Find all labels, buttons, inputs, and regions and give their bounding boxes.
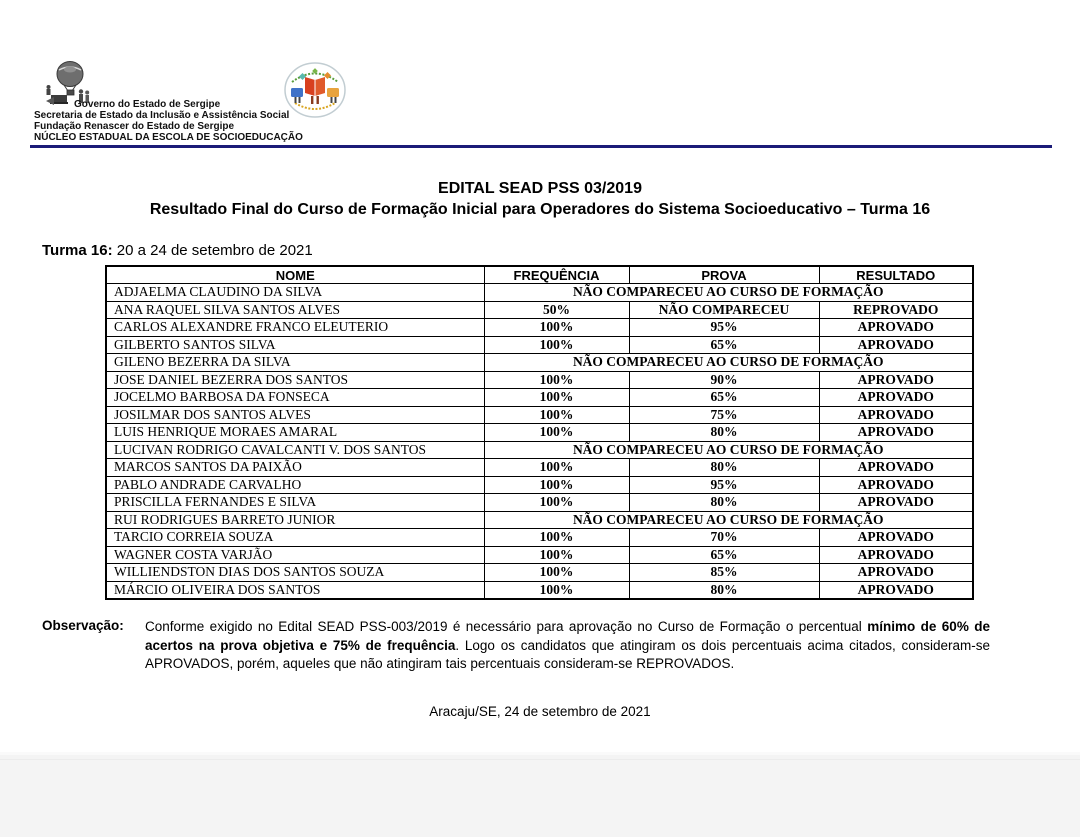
prova-cell: 65% [629, 336, 819, 354]
frequencia-cell: 100% [484, 564, 629, 582]
turma-date-line [42, 242, 313, 259]
col-header-nome: NOME [106, 266, 484, 284]
org-line-governo: Governo do Estado de Sergipe [74, 99, 221, 110]
frequencia-cell: 100% [484, 494, 629, 512]
table-row [106, 301, 973, 319]
turma-label: Turma 16: [42, 242, 113, 259]
name-cell: TARCIO CORREIA SOUZA [106, 529, 484, 547]
name-cell: CARLOS ALEXANDRE FRANCO ELEUTERIO [106, 319, 484, 337]
name-cell: PABLO ANDRADE CARVALHO [106, 476, 484, 494]
resultado-cell: APROVADO [819, 459, 973, 477]
name-cell: LUIS HENRIQUE MORAES AMARAL [106, 424, 484, 442]
table-row [106, 476, 973, 494]
table-row [106, 284, 973, 302]
observacao-text-after: . Logo os candidatos que atingiram os dois percentuais acima citados, consideram-se APROVADOS, porém, aqueles que não atingiram tais percentuais consideram-se REPROVADOS. [145, 637, 990, 672]
socioeducacao-seal-icon [283, 60, 347, 120]
table-row [106, 581, 973, 599]
absence-span-cell: NÃO COMPARECEU AO CURSO DE FORMAÇÃO [484, 441, 973, 459]
name-cell: GILENO BEZERRA DA SILVA [106, 354, 484, 372]
frequencia-cell: 100% [484, 581, 629, 599]
table-row [106, 319, 973, 337]
prova-cell: 80% [629, 581, 819, 599]
absence-span-cell: NÃO COMPARECEU AO CURSO DE FORMAÇÃO [484, 354, 973, 372]
frequencia-cell: 100% [484, 389, 629, 407]
results-table [105, 265, 974, 600]
prova-cell: 75% [629, 406, 819, 424]
col-header-resultado: RESULTADO [819, 266, 973, 284]
table-row [106, 564, 973, 582]
frequencia-cell: 100% [484, 336, 629, 354]
table-row [106, 494, 973, 512]
frequencia-cell: 100% [484, 546, 629, 564]
name-cell: ADJAELMA CLAUDINO DA SILVA [106, 284, 484, 302]
name-cell: RUI RODRIGUES BARRETO JUNIOR [106, 511, 484, 529]
col-header-prova: PROVA [629, 266, 819, 284]
org-line-nucleo: NÚCLEO ESTADUAL DA ESCOLA DE SOCIOEDUCAÇÃO [34, 132, 303, 143]
absence-span-cell: NÃO COMPARECEU AO CURSO DE FORMAÇÃO [484, 284, 973, 302]
resultado-cell: APROVADO [819, 336, 973, 354]
resultado-cell: APROVADO [819, 424, 973, 442]
table-row [106, 441, 973, 459]
prova-cell: 90% [629, 371, 819, 389]
frequencia-cell: 100% [484, 406, 629, 424]
page-bottom-band [0, 752, 1080, 837]
table-row [106, 371, 973, 389]
prova-cell: 95% [629, 476, 819, 494]
table-row [106, 511, 973, 529]
resultado-cell: APROVADO [819, 494, 973, 512]
frequencia-cell: 100% [484, 459, 629, 477]
name-cell: GILBERTO SANTOS SILVA [106, 336, 484, 354]
name-cell: MARCOS SANTOS DA PAIXÃO [106, 459, 484, 477]
observacao-text-before: Conforme exigido no Edital SEAD PSS-003/2019 é necessário para aprovação no Curso de Formação o percentual [145, 619, 868, 634]
resultado-cell: APROVADO [819, 389, 973, 407]
prova-cell: 95% [629, 319, 819, 337]
name-cell: WILLIENDSTON DIAS DOS SANTOS SOUZA [106, 564, 484, 582]
table-row [106, 459, 973, 477]
observacao-text [145, 618, 990, 674]
resultado-cell: APROVADO [819, 371, 973, 389]
prova-cell: 80% [629, 494, 819, 512]
table-row [106, 546, 973, 564]
name-cell: JOSILMAR DOS SANTOS ALVES [106, 406, 484, 424]
doc-title: EDITAL SEAD PSS 03/2019 [438, 180, 642, 197]
prova-cell: 80% [629, 424, 819, 442]
resultado-cell: REPROVADO [819, 301, 973, 319]
observacao-label: Observação: [42, 618, 124, 633]
resultado-cell: APROVADO [819, 529, 973, 547]
org-line-fundacao: Fundação Renascer do Estado de Sergipe [34, 121, 235, 132]
prova-cell: NÃO COMPARECEU [629, 301, 819, 319]
doc-subtitle: Resultado Final do Curso de Formação Inicial para Operadores do Sistema Socioeducativo – Turma 16 [149, 201, 931, 218]
resultado-cell: APROVADO [819, 319, 973, 337]
table-row [106, 336, 973, 354]
page-edge-line [0, 759, 1080, 760]
table-row [106, 529, 973, 547]
table-row [106, 354, 973, 372]
absence-span-cell: NÃO COMPARECEU AO CURSO DE FORMAÇÃO [484, 511, 973, 529]
frequencia-cell: 100% [484, 529, 629, 547]
col-header-frequencia: FREQUÊNCIA [484, 266, 629, 284]
turma-dates: 20 a 24 de setembro de 2021 [112, 242, 313, 259]
resultado-cell: APROVADO [819, 581, 973, 599]
frequencia-cell: 100% [484, 319, 629, 337]
prova-cell: 65% [629, 389, 819, 407]
name-cell: PRISCILLA FERNANDES E SILVA [106, 494, 484, 512]
name-cell: ANA RAQUEL SILVA SANTOS ALVES [106, 301, 484, 319]
header-divider-rule [30, 145, 1052, 148]
observacao-text-bold: mínimo de 60% de acertos na prova objetiva e 75% de frequência [145, 619, 990, 653]
resultado-cell: APROVADO [819, 406, 973, 424]
frequencia-cell: 100% [484, 371, 629, 389]
table-row [106, 406, 973, 424]
org-line-secretaria: Secretaria de Estado da Inclusão e Assistência Social [34, 110, 290, 121]
frequencia-cell: 100% [484, 476, 629, 494]
prova-cell: 65% [629, 546, 819, 564]
prova-cell: 85% [629, 564, 819, 582]
table-header-row [106, 266, 973, 284]
frequencia-cell: 100% [484, 424, 629, 442]
name-cell: LUCIVAN RODRIGO CAVALCANTI V. DOS SANTOS [106, 441, 484, 459]
prova-cell: 80% [629, 459, 819, 477]
resultado-cell: APROVADO [819, 564, 973, 582]
prova-cell: 70% [629, 529, 819, 547]
name-cell: JOSE DANIEL BEZERRA DOS SANTOS [106, 371, 484, 389]
table-row [106, 389, 973, 407]
resultado-cell: APROVADO [819, 546, 973, 564]
frequencia-cell: 50% [484, 301, 629, 319]
resultado-cell: APROVADO [819, 476, 973, 494]
name-cell: WAGNER COSTA VARJÃO [106, 546, 484, 564]
place-date-line: Aracaju/SE, 24 de setembro de 2021 [429, 704, 651, 719]
table-row [106, 424, 973, 442]
name-cell: MÁRCIO OLIVEIRA DOS SANTOS [106, 581, 484, 599]
name-cell: JOCELMO BARBOSA DA FONSECA [106, 389, 484, 407]
title-block [0, 180, 1080, 219]
